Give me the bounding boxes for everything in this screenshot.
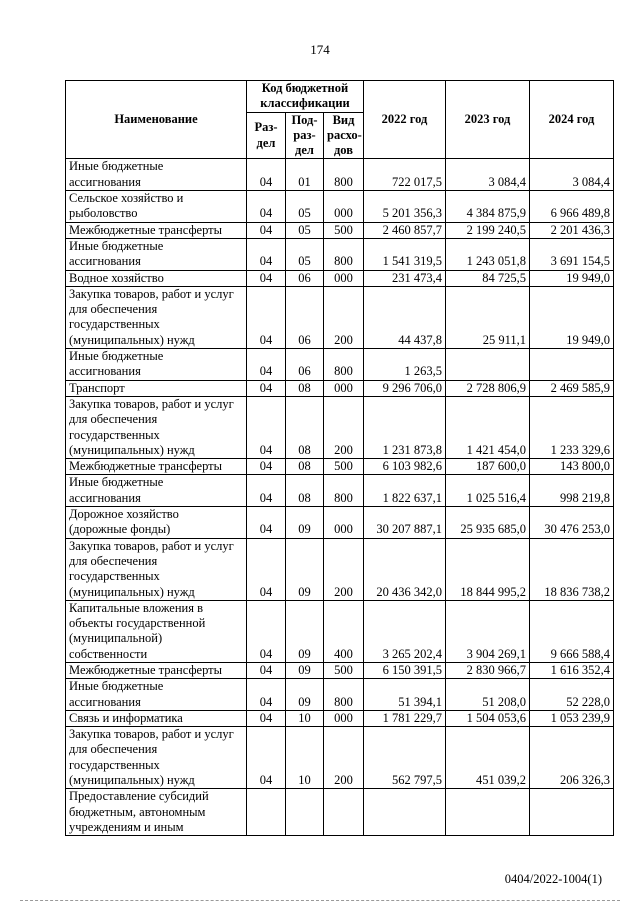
row-2022 [364, 789, 446, 836]
row-razdel: 04 [247, 727, 286, 789]
header-name: Наименование [66, 81, 247, 159]
row-name: Закупка товаров, работ и услуг для обеспечения государственных (муниципальных) нужд [66, 727, 247, 789]
row-2022: 722 017,5 [364, 159, 446, 191]
row-razdel: 04 [247, 600, 286, 662]
row-podrazdel: 10 [286, 710, 324, 726]
row-podrazdel: 08 [286, 396, 324, 458]
row-2024: 1 616 352,4 [530, 662, 614, 678]
row-name: Иные бюджетные ассигнования [66, 349, 247, 381]
row-2024: 206 326,3 [530, 727, 614, 789]
row-vid: 500 [324, 459, 364, 475]
table-row [66, 238, 614, 270]
row-name: Закупка товаров, работ и услуг для обеспечения государственных (муниципальных) нужд [66, 538, 247, 600]
row-podrazdel: 08 [286, 475, 324, 507]
row-vid: 000 [324, 710, 364, 726]
row-razdel: 04 [247, 191, 286, 223]
table-row [66, 789, 614, 836]
row-2022: 20 436 342,0 [364, 538, 446, 600]
row-razdel: 04 [247, 270, 286, 286]
row-vid: 000 [324, 380, 364, 396]
row-name: Закупка товаров, работ и услуг для обеспечения государственных (муниципальных) нужд [66, 396, 247, 458]
page-number: 174 [310, 42, 330, 57]
row-podrazdel: 05 [286, 238, 324, 270]
table-row [66, 191, 614, 223]
row-podrazdel: 06 [286, 270, 324, 286]
row-2023 [446, 789, 530, 836]
row-2022: 1 231 873,8 [364, 396, 446, 458]
row-podrazdel: 09 [286, 507, 324, 539]
table-row [66, 600, 614, 662]
table-row [66, 710, 614, 726]
row-name: Водное хозяйство [66, 270, 247, 286]
header-2024: 2024 год [530, 81, 614, 159]
row-razdel: 04 [247, 238, 286, 270]
table-row [66, 538, 614, 600]
row-2023: 1 504 053,6 [446, 710, 530, 726]
header-2023: 2023 год [446, 81, 530, 159]
row-2022: 3 265 202,4 [364, 600, 446, 662]
table-row [66, 380, 614, 396]
row-2023: 451 039,2 [446, 727, 530, 789]
row-2024: 2 469 585,9 [530, 380, 614, 396]
row-name: Иные бюджетные ассигнования [66, 475, 247, 507]
row-2023: 3 904 269,1 [446, 600, 530, 662]
row-2024: 30 476 253,0 [530, 507, 614, 539]
row-name: Иные бюджетные ассигнования [66, 159, 247, 191]
row-razdel: 04 [247, 459, 286, 475]
row-razdel: 04 [247, 380, 286, 396]
row-2024: 1 233 329,6 [530, 396, 614, 458]
row-2024 [530, 349, 614, 381]
table-row [66, 459, 614, 475]
row-razdel [247, 789, 286, 836]
row-2022: 6 150 391,5 [364, 662, 446, 678]
header-row-top [66, 81, 614, 113]
row-2022: 231 473,4 [364, 270, 446, 286]
row-razdel: 04 [247, 396, 286, 458]
row-vid: 200 [324, 286, 364, 348]
row-2023: 51 208,0 [446, 679, 530, 711]
row-2023: 1 243 051,8 [446, 238, 530, 270]
row-vid: 800 [324, 159, 364, 191]
row-2023: 1 025 516,4 [446, 475, 530, 507]
row-2022: 2 460 857,7 [364, 222, 446, 238]
row-2024: 19 949,0 [530, 286, 614, 348]
row-razdel: 04 [247, 159, 286, 191]
row-name: Предоставление субсидий бюджетным, автономным учреждениям и иным [66, 789, 247, 836]
header-vid-raskhodov: Вид расхо- дов [324, 112, 364, 159]
header-podrazdel: Под- раз- дел [286, 112, 324, 159]
row-name: Межбюджетные трансферты [66, 662, 247, 678]
table-row [66, 222, 614, 238]
row-vid: 200 [324, 396, 364, 458]
row-vid: 800 [324, 475, 364, 507]
table-row [66, 396, 614, 458]
row-razdel: 04 [247, 710, 286, 726]
row-2022: 9 296 706,0 [364, 380, 446, 396]
row-2022: 6 103 982,6 [364, 459, 446, 475]
row-name: Дорожное хозяйство (дорожные фонды) [66, 507, 247, 539]
row-2022: 1 263,5 [364, 349, 446, 381]
row-vid: 000 [324, 507, 364, 539]
row-razdel: 04 [247, 475, 286, 507]
row-podrazdel: 09 [286, 600, 324, 662]
row-2024: 2 201 436,3 [530, 222, 614, 238]
row-2024: 19 949,0 [530, 270, 614, 286]
table-row [66, 507, 614, 539]
row-2023: 4 384 875,9 [446, 191, 530, 223]
row-razdel: 04 [247, 286, 286, 348]
row-name: Капитальные вложения в объекты государственной (муниципальной) собственности [66, 600, 247, 662]
row-2023: 2 199 240,5 [446, 222, 530, 238]
row-podrazdel: 05 [286, 191, 324, 223]
row-razdel: 04 [247, 222, 286, 238]
row-2024: 143 800,0 [530, 459, 614, 475]
table-row [66, 727, 614, 789]
row-podrazdel: 09 [286, 679, 324, 711]
row-name: Межбюджетные трансферты [66, 459, 247, 475]
row-vid: 800 [324, 238, 364, 270]
header-razdel: Раз- дел [247, 112, 286, 159]
row-vid: 800 [324, 679, 364, 711]
row-2024: 3 691 154,5 [530, 238, 614, 270]
row-name: Сельское хозяйство и рыболовство [66, 191, 247, 223]
row-vid: 400 [324, 600, 364, 662]
header-2022: 2022 год [364, 81, 446, 159]
table-row [66, 662, 614, 678]
row-podrazdel: 08 [286, 459, 324, 475]
row-name: Иные бюджетные ассигнования [66, 238, 247, 270]
row-2023: 187 600,0 [446, 459, 530, 475]
row-2024: 52 228,0 [530, 679, 614, 711]
row-name: Транспорт [66, 380, 247, 396]
row-2023: 2 830 966,7 [446, 662, 530, 678]
row-vid: 000 [324, 270, 364, 286]
row-2024: 998 219,8 [530, 475, 614, 507]
table-row [66, 270, 614, 286]
table-row [66, 159, 614, 191]
row-name: Закупка товаров, работ и услуг для обеспечения государственных (муниципальных) нужд [66, 286, 247, 348]
row-2023: 1 421 454,0 [446, 396, 530, 458]
header-code-group: Код бюджетной классификации [247, 81, 364, 113]
page-edge-line [20, 900, 620, 901]
table-row [66, 349, 614, 381]
row-2022: 1 822 637,1 [364, 475, 446, 507]
row-name: Связь и информатика [66, 710, 247, 726]
row-2024 [530, 789, 614, 836]
row-2022: 30 207 887,1 [364, 507, 446, 539]
row-razdel: 04 [247, 507, 286, 539]
document-code: 0404/2022-1004(1) [504, 872, 602, 886]
row-2024: 6 966 489,8 [530, 191, 614, 223]
row-name: Межбюджетные трансферты [66, 222, 247, 238]
row-vid: 800 [324, 349, 364, 381]
row-2023: 3 084,4 [446, 159, 530, 191]
row-2022: 562 797,5 [364, 727, 446, 789]
budget-table [65, 80, 614, 836]
row-2022: 44 437,8 [364, 286, 446, 348]
table-row [66, 475, 614, 507]
row-podrazdel [286, 789, 324, 836]
row-2024: 9 666 588,4 [530, 600, 614, 662]
row-vid: 200 [324, 727, 364, 789]
row-2023 [446, 349, 530, 381]
row-2024: 3 084,4 [530, 159, 614, 191]
row-2023: 84 725,5 [446, 270, 530, 286]
row-razdel: 04 [247, 662, 286, 678]
row-2023: 18 844 995,2 [446, 538, 530, 600]
row-podrazdel: 06 [286, 349, 324, 381]
table-body [66, 159, 614, 836]
row-name: Иные бюджетные ассигнования [66, 679, 247, 711]
row-podrazdel: 01 [286, 159, 324, 191]
row-2022: 51 394,1 [364, 679, 446, 711]
row-vid: 500 [324, 222, 364, 238]
row-2022: 5 201 356,3 [364, 191, 446, 223]
row-2024: 18 836 738,2 [530, 538, 614, 600]
row-vid: 500 [324, 662, 364, 678]
row-vid [324, 789, 364, 836]
row-podrazdel: 05 [286, 222, 324, 238]
row-razdel: 04 [247, 538, 286, 600]
row-2023: 2 728 806,9 [446, 380, 530, 396]
table-row [66, 286, 614, 348]
row-podrazdel: 08 [286, 380, 324, 396]
row-2024: 1 053 239,9 [530, 710, 614, 726]
row-razdel: 04 [247, 679, 286, 711]
row-2023: 25 935 685,0 [446, 507, 530, 539]
row-vid: 000 [324, 191, 364, 223]
row-podrazdel: 09 [286, 662, 324, 678]
row-vid: 200 [324, 538, 364, 600]
table-row [66, 679, 614, 711]
row-2022: 1 541 319,5 [364, 238, 446, 270]
row-2022: 1 781 229,7 [364, 710, 446, 726]
row-podrazdel: 10 [286, 727, 324, 789]
row-2023: 25 911,1 [446, 286, 530, 348]
row-razdel: 04 [247, 349, 286, 381]
row-podrazdel: 09 [286, 538, 324, 600]
row-podrazdel: 06 [286, 286, 324, 348]
